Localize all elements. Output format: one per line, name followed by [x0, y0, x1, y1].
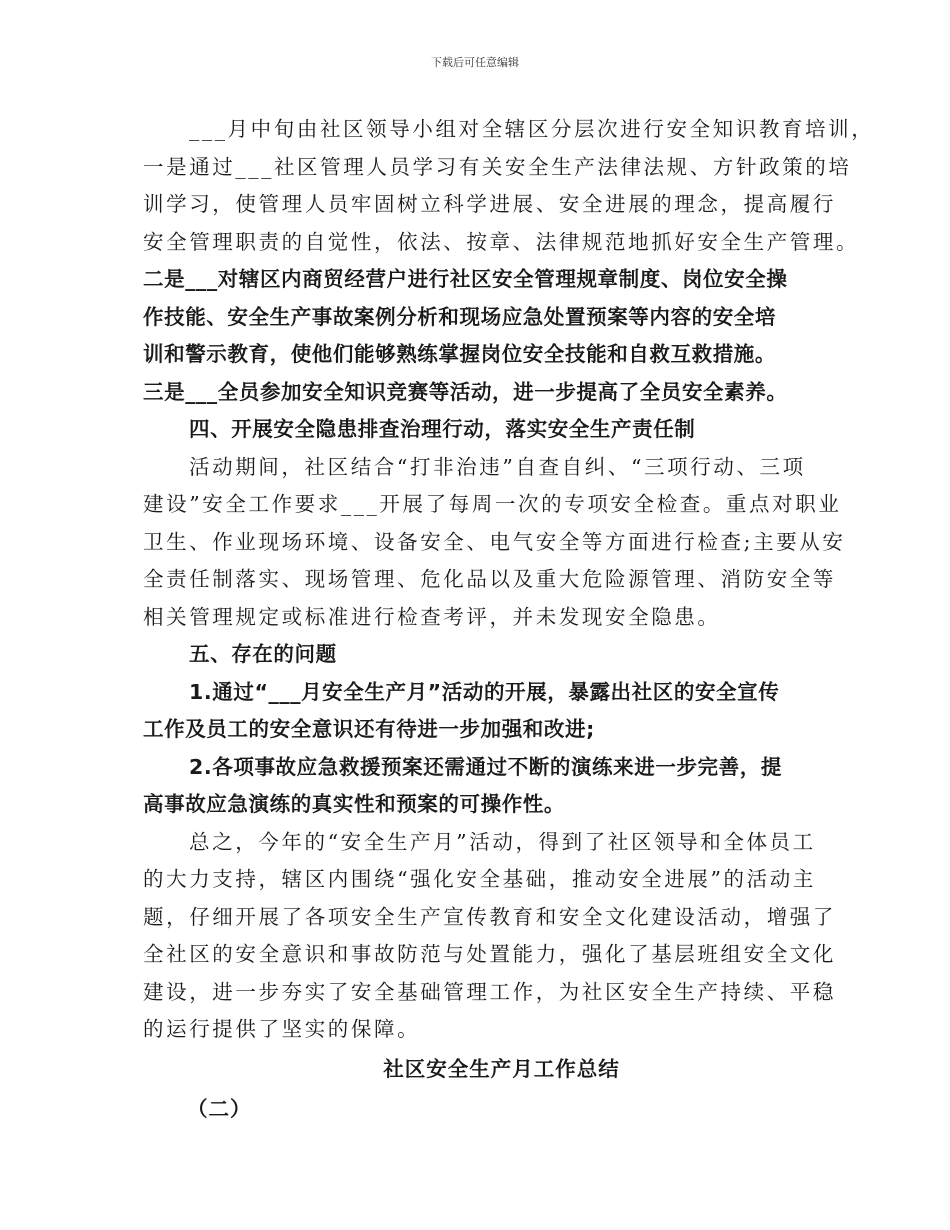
document-body [143, 111, 875, 1129]
text-line: 活动期间，社区结合“打非治违”自查自纠、“三项行动、三项 [189, 454, 806, 479]
text-line-bold: 训和警示教育，使他们能够熟练掌握岗位安全技能和自救互救措施。 [143, 342, 776, 366]
text-line: 建设”安全工作要求___开展了每周一次的专项安全检查。重点对职业 [143, 492, 842, 516]
text-line-bold: 二是___对辖区内商贸经营户进行社区安全管理规章制度、岗位安全操 [143, 267, 788, 291]
text-line: ___月中旬由社区领导小组对全辖区分层次进行安全知识教育培训， [189, 117, 875, 141]
text-line: 一是通过___社区管理人员学习有关安全生产法律法规、方针政策的培 [143, 154, 852, 179]
text-line: 总之，今年的“安全生产月”活动，得到了社区领导和全体员工 [189, 829, 816, 854]
text-line: 建设，进一步夯实了安全基础管理工作，为社区安全生产持续、平稳 [143, 979, 836, 1004]
text-line-bold: 工作及员工的安全意识还有待进一步加强和改进; [143, 717, 595, 741]
text-line-bold: 1.通过“___月安全生产月”活动的开展，暴露出社区的安全宣传 [189, 679, 780, 704]
text-line-bold: 2.各项事故应急救援预案还需通过不断的演练来进一步完善，提 [189, 754, 782, 779]
document-title: 社区安全生产月工作总结 [383, 1056, 620, 1081]
page-header-note: 下载后可任意编辑 [431, 56, 519, 69]
text-line: 题，仔细开展了各项安全生产宣传教育和安全文化建设活动，增强了 [143, 904, 836, 929]
text-line-bold: 三是___全员参加安全知识竞赛等活动，进一步提高了全员安全素养。 [143, 379, 788, 404]
text-line: 相关管理规定或标准进行检查考评，并未发现安全隐患。 [143, 604, 721, 629]
text-line: 卫生、作业现场环境、设备安全、电气安全等方面进行检查;主要从安 [143, 529, 846, 554]
text-line: 的运行提供了坚实的保障。 [143, 1017, 421, 1041]
text-line: 安全管理职责的自觉性，依法、按章、法律规范地抓好安全生产管理。 [143, 229, 860, 254]
text-line-bold: 高事故应急演练的真实性和预案的可操作性。 [143, 792, 565, 816]
text-line: 全社区的安全意识和事故防范与处置能力，强化了基层班组安全文化 [143, 942, 836, 966]
document-subtitle: （二） [187, 1096, 252, 1121]
text-line: 的大力支持，辖区内围绕“强化安全基础，推动安全进展”的活动主 [143, 867, 816, 891]
text-line-bold: 作技能、安全生产事故案例分析和现场应急处置预案等内容的安全培 [143, 304, 776, 329]
section-heading: 四、开展安全隐患排查治理行动，落实安全生产责任制 [189, 417, 696, 441]
text-line: 训学习，使管理人员牢固树立科学进展、安全进展的理念，提高履行 [143, 192, 836, 216]
section-heading: 五、存在的问题 [189, 642, 337, 666]
text-line: 全责任制落实、现场管理、危化品以及重大危险源管理、消防安全等 [143, 567, 836, 591]
